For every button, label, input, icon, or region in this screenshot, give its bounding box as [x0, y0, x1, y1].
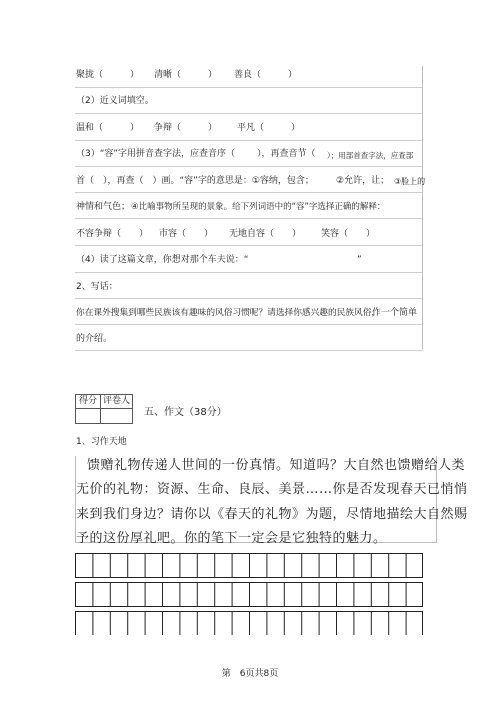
composition-prompt: [75, 448, 468, 552]
word-blank-julong: 聚拢（ ）: [76, 70, 140, 80]
question-2-title: （2）近义词填空。: [76, 96, 154, 106]
grader-label: 评卷人: [102, 396, 130, 406]
writing-prompt-line2: 的介绍。: [76, 334, 113, 344]
question-3-line3-b: ④比喻事物所呈现的景象。给下列词语中的“容”字选择正确的解释：: [131, 202, 386, 212]
divider: [75, 324, 423, 325]
divider: [75, 218, 423, 219]
divider: [75, 245, 423, 246]
divider: [75, 272, 423, 273]
question-4-a: （4）读了这篇文章，你想对那个车夫说：“: [76, 255, 249, 265]
prompt-line: 馈赠礼物传递人世间的一份真情。知道吗？大自然也馈赠给人类: [87, 458, 466, 473]
writing-prompt-line1-b: 作一个简单: [372, 308, 418, 318]
right-margin-line: [422, 66, 423, 349]
word-blank-wudizirong: 无地自容（ ）: [229, 229, 302, 239]
word-blank-pingfan: 平凡（ ）: [237, 123, 301, 133]
question-writing-title: 2、写话：: [76, 282, 118, 292]
page-footer: 第 6页共8页: [221, 669, 279, 679]
question-3-line1-a: （3）“容”字用拼音查字法，应查音序（: [76, 149, 236, 159]
score-label: 得分: [76, 395, 101, 408]
word-blank-burongzhengbian: 不容争辩（ ）: [76, 229, 149, 239]
prompt-line: 予的这份厚礼吧。你的笔下一定会是它独特的魅力。: [76, 531, 387, 546]
word-blank-xiaorong: 笑容（ ）: [321, 229, 376, 239]
composition-heading: 1、习作天地: [76, 437, 127, 447]
prompt-line: 无价的礼物：资源、生命、良辰、美景……你是否发现春天已悄悄: [76, 482, 468, 497]
divider: [75, 350, 423, 351]
word-blank-zhengbian: 争辩（ ）: [154, 123, 218, 133]
divider: [75, 192, 423, 193]
divider: [75, 113, 423, 114]
prompt-line: 来到我们身边？请你以《春天的礼物》为题，尽情地描绘大自然赐: [76, 507, 468, 522]
question-3-line2-a: 首（ ），再查（ ）画。“容”字的意思是：①容纳，包含；: [76, 176, 314, 186]
composition-writing-grid[interactable]: [75, 553, 423, 635]
word-blank-qingxi: 清晰（ ）: [154, 70, 218, 80]
question-3-line2-b: ②允许，让；: [336, 176, 390, 186]
divider: [75, 166, 423, 167]
score-box: [75, 394, 133, 424]
question-4-b: ”: [357, 255, 362, 265]
question-3-line1-c: ）；用部首查字法，应查部: [327, 151, 414, 160]
writing-prompt-line1-a: 你在课外搜集到哪些民族该有趣味的风俗习惯呢？请选择你感兴趣的民族风俗，: [76, 308, 381, 318]
grid-lines: [75, 553, 423, 635]
question-3-line1-b: ），再查音节（: [257, 149, 316, 159]
question-3-line3-a: 神情和气色；: [76, 202, 131, 212]
divider: [75, 87, 423, 88]
divider: [75, 298, 423, 299]
word-blank-wenhe: 温和（ ）: [76, 123, 140, 133]
divider: [75, 140, 423, 141]
question-3-line2-c: ③脸上的: [394, 177, 426, 186]
section-five-title: 五、作文（38分）: [144, 407, 227, 418]
word-blank-shanliang: 善良（ ）: [234, 70, 298, 80]
word-blank-shirong: 市容（ ）: [159, 229, 214, 239]
